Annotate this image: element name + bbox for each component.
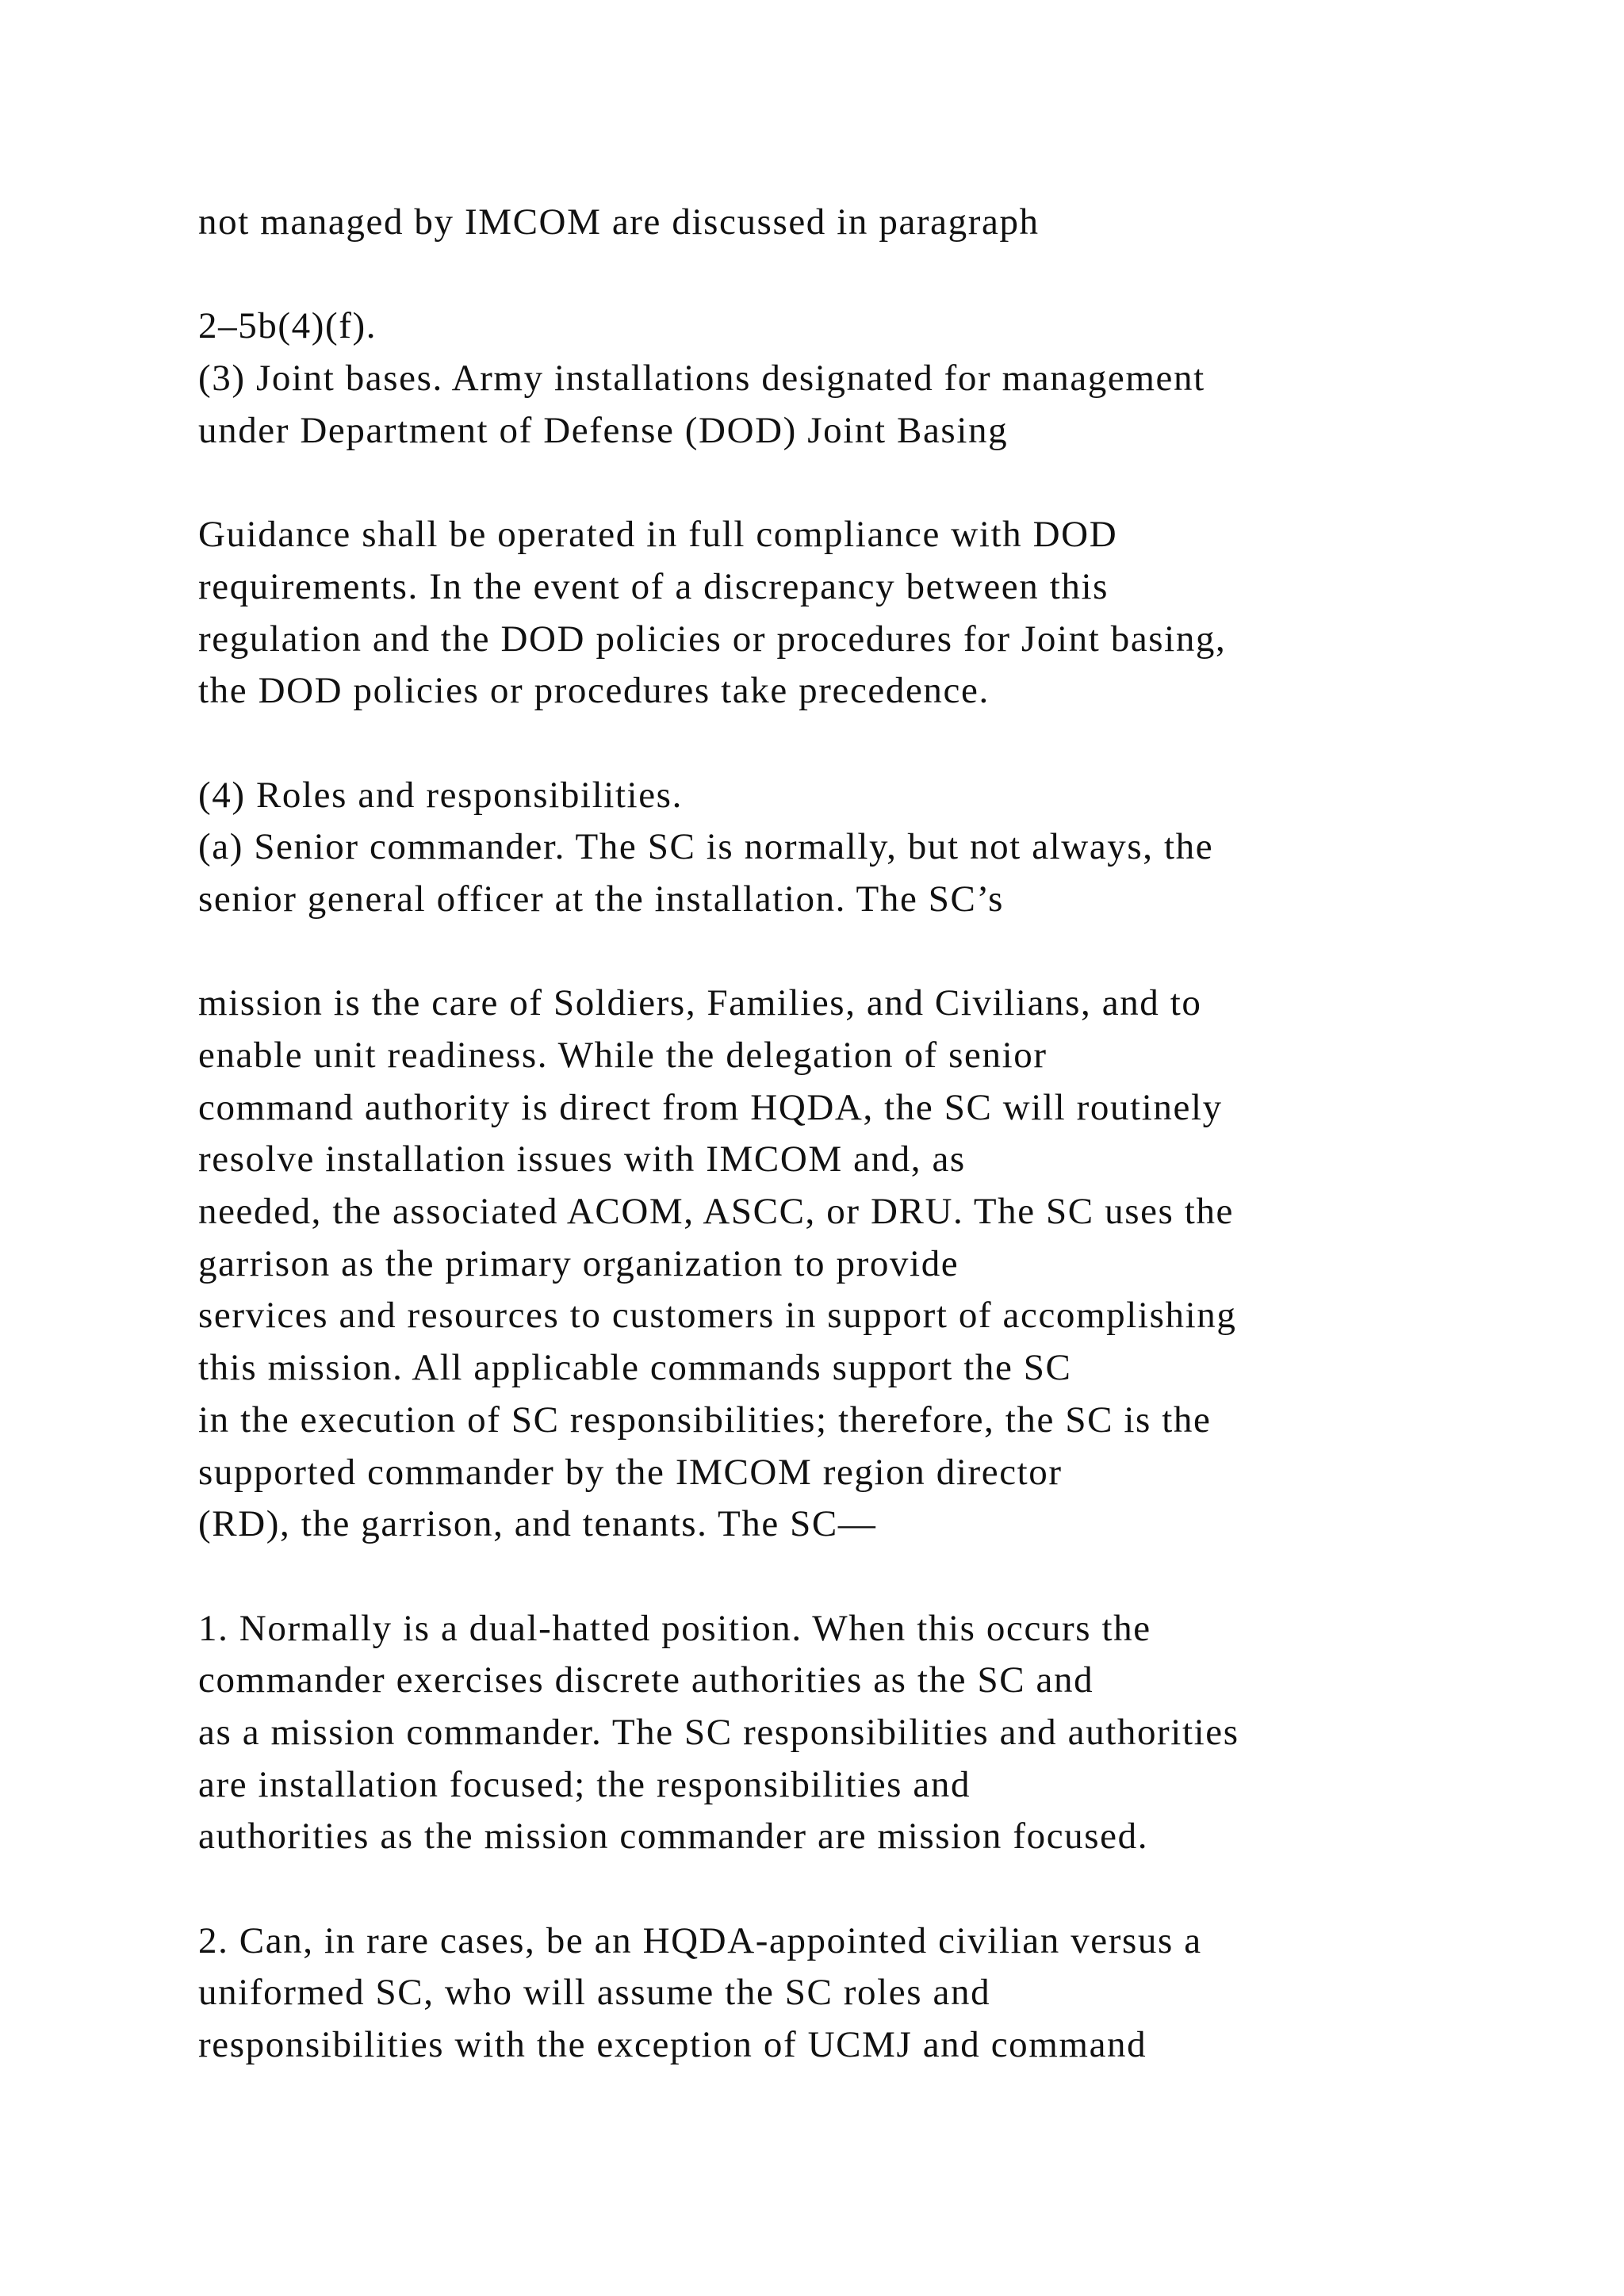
text-line: supported commander by the IMCOM region director <box>198 1451 1063 1493</box>
text-line: this mission. All applicable commands support the SC <box>198 1347 1072 1389</box>
text-line: command authority is direct from HQDA, the SC will routinely <box>198 1086 1223 1128</box>
document-body <box>198 197 1594 2072</box>
text-line: are installation focused; the responsibilities and <box>198 1763 971 1805</box>
text-line: commander exercises discrete authorities as the SC and <box>198 1659 1094 1701</box>
text-line: not managed by IMCOM are discussed in paragraph <box>198 201 1040 243</box>
text-line: in the execution of SC responsibilities; therefore, the SC is the <box>198 1399 1212 1441</box>
blank-line <box>198 718 1594 770</box>
text-line: (4) Roles and responsibilities. <box>198 774 683 816</box>
text-line: the DOD policies or procedures take precedence. <box>198 670 990 712</box>
text-line: Guidance shall be operated in full compliance with DOD <box>198 514 1118 556</box>
text-line: (3) Joint bases. Army installations designated for management <box>198 358 1205 400</box>
text-line: (RD), the garrison, and tenants. The SC— <box>198 1503 877 1545</box>
text-line: resolve installation issues with IMCOM and, as <box>198 1138 966 1181</box>
blank-line <box>198 249 1594 301</box>
blank-line <box>198 1863 1594 1915</box>
text-line: responsibilities with the exception of UCMJ and command <box>198 2024 1147 2066</box>
text-line: requirements. In the event of a discrepancy between this <box>198 565 1109 607</box>
blank-line <box>198 1551 1594 1603</box>
text-line: 2. Can, in rare cases, be an HQDA-appointed civilian versus a <box>198 1919 1202 1961</box>
text-line: services and resources to customers in support of accomplishing <box>198 1295 1237 1337</box>
text-line: (a) Senior commander. The SC is normally, but not always, the <box>198 826 1214 868</box>
text-line: senior general officer at the installation. The SC’s <box>198 878 1004 920</box>
text-line: 1. Normally is a dual-hatted position. When this occurs the <box>198 1607 1151 1649</box>
text-line: garrison as the primary organization to provide <box>198 1242 959 1284</box>
text-line: under Department of Defense (DOD) Joint Basing <box>198 409 1009 451</box>
text-line: mission is the care of Soldiers, Families, and Civilians, and to <box>198 982 1202 1024</box>
text-line: authorities as the mission commander are mission focused. <box>198 1816 1149 1858</box>
text-line: 2–5b(4)(f). <box>198 305 377 347</box>
text-line: uniformed SC, who will assume the SC roles and <box>198 1972 991 2014</box>
text-line: enable unit readiness. While the delegation of senior <box>198 1035 1048 1076</box>
blank-line <box>198 457 1594 509</box>
blank-line <box>198 926 1594 978</box>
text-line: regulation and the DOD policies or procedures for Joint basing, <box>198 618 1227 660</box>
text-line: needed, the associated ACOM, ASCC, or DRU. The SC uses the <box>198 1191 1235 1233</box>
text-line: as a mission commander. The SC responsibilities and authorities <box>198 1711 1239 1753</box>
